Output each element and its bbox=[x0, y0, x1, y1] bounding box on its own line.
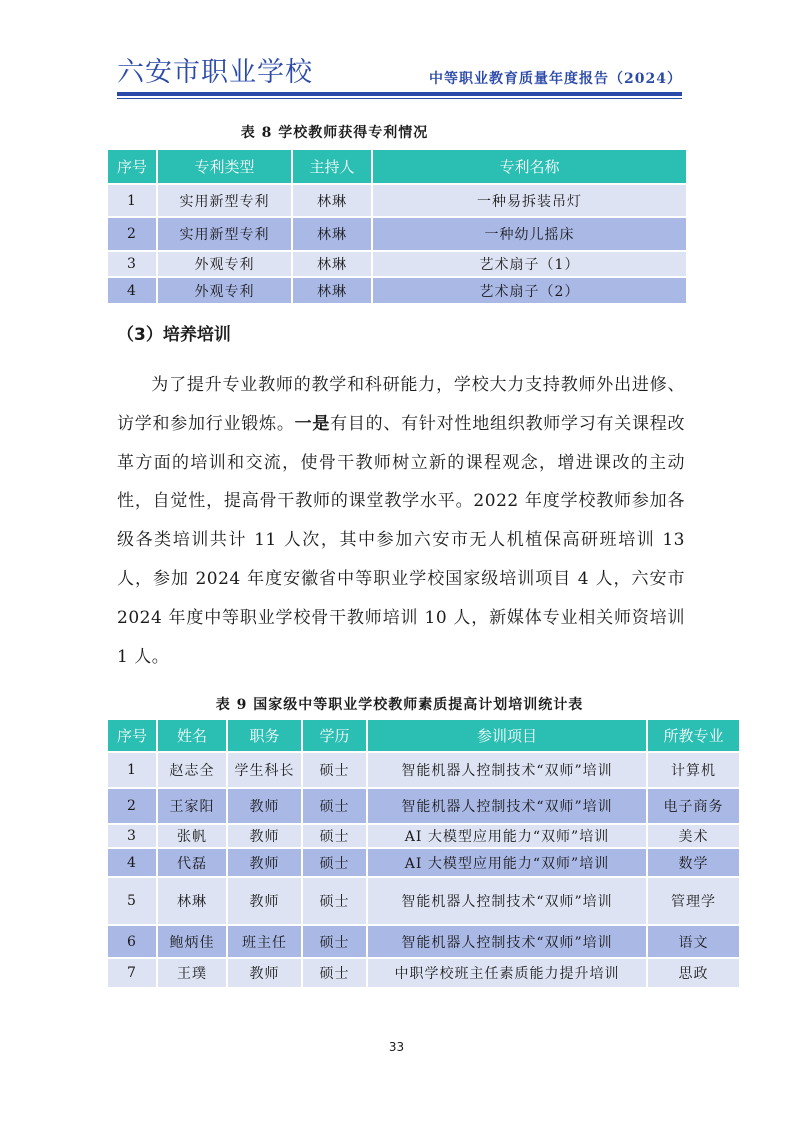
cell-index: 4 bbox=[107, 848, 157, 877]
col-header-index: 序号 bbox=[107, 719, 157, 752]
col-header-position: 职务 bbox=[227, 719, 302, 752]
cell-patent-name: 艺术扇子（2） bbox=[372, 277, 687, 304]
cell-position: 教师 bbox=[227, 824, 302, 848]
body-paragraph bbox=[117, 366, 685, 676]
cell-training-program: 智能机器人控制技术“双师”培训 bbox=[367, 788, 647, 824]
header-rule-thin bbox=[117, 98, 682, 99]
cell-subject: 计算机 bbox=[647, 752, 740, 788]
patent-table bbox=[106, 148, 688, 305]
cell-subject: 思政 bbox=[647, 958, 740, 988]
cell-patent-type: 实用新型专利 bbox=[157, 217, 292, 251]
cell-position: 教师 bbox=[227, 958, 302, 988]
table-row bbox=[107, 184, 687, 217]
cell-patent-type: 实用新型专利 bbox=[157, 184, 292, 217]
table-row bbox=[107, 824, 740, 848]
cell-position: 班主任 bbox=[227, 925, 302, 958]
col-header-degree: 学历 bbox=[302, 719, 367, 752]
cell-name: 林琳 bbox=[157, 877, 227, 925]
cell-name: 王家阳 bbox=[157, 788, 227, 824]
cell-position: 教师 bbox=[227, 877, 302, 925]
cell-training-program: AI 大模型应用能力“双师”培训 bbox=[367, 848, 647, 877]
cell-degree: 硕士 bbox=[302, 824, 367, 848]
cell-index: 1 bbox=[107, 184, 157, 217]
report-title: 中等职业教育质量年度报告（2024） bbox=[429, 71, 682, 87]
section-heading: （3）培养培训 bbox=[117, 325, 231, 345]
cell-patent-name: 一种幼儿摇床 bbox=[372, 217, 687, 251]
cell-degree: 硕士 bbox=[302, 752, 367, 788]
cell-index: 5 bbox=[107, 877, 157, 925]
cell-degree: 硕士 bbox=[302, 958, 367, 988]
cell-index: 6 bbox=[107, 925, 157, 958]
cell-training-program: 智能机器人控制技术“双师”培训 bbox=[367, 877, 647, 925]
cell-degree: 硕士 bbox=[302, 925, 367, 958]
cell-training-program: 智能机器人控制技术“双师”培训 bbox=[367, 925, 647, 958]
training-table bbox=[106, 718, 741, 989]
paragraph-bold-text: 一是 bbox=[294, 413, 331, 434]
cell-index: 7 bbox=[107, 958, 157, 988]
col-header-name: 姓名 bbox=[157, 719, 227, 752]
header-rule-thick bbox=[117, 92, 682, 96]
cell-name: 王璞 bbox=[157, 958, 227, 988]
table9-caption: 表 9 国家级中等职业学校教师素质提高计划培训统计表 bbox=[215, 697, 584, 713]
cell-index: 1 bbox=[107, 752, 157, 788]
col-header-subject: 所教专业 bbox=[647, 719, 740, 752]
cell-subject: 数学 bbox=[647, 848, 740, 877]
col-header-patent-type: 专利类型 bbox=[157, 149, 292, 184]
cell-name: 代磊 bbox=[157, 848, 227, 877]
cell-subject: 美术 bbox=[647, 824, 740, 848]
cell-position: 教师 bbox=[227, 788, 302, 824]
cell-name: 张帆 bbox=[157, 824, 227, 848]
table-row bbox=[107, 958, 740, 988]
page-number: 33 bbox=[388, 1040, 405, 1054]
cell-subject: 管理学 bbox=[647, 877, 740, 925]
cell-host: 林琳 bbox=[292, 277, 372, 304]
cell-subject: 语文 bbox=[647, 925, 740, 958]
cell-patent-name: 艺术扇子（1） bbox=[372, 251, 687, 277]
table-row bbox=[107, 251, 687, 277]
cell-degree: 硕士 bbox=[302, 788, 367, 824]
table-row bbox=[107, 788, 740, 824]
paragraph-text-1: 为了提升专业教师的教学和科研能力，学校大力支持教师外出进修、访学和参加行业锻炼。 bbox=[117, 375, 685, 434]
cell-degree: 硕士 bbox=[302, 877, 367, 925]
cell-index: 3 bbox=[107, 824, 157, 848]
cell-index: 2 bbox=[107, 217, 157, 251]
cell-subject: 电子商务 bbox=[647, 788, 740, 824]
table-row bbox=[107, 848, 740, 877]
cell-patent-type: 外观专利 bbox=[157, 251, 292, 277]
cell-host: 林琳 bbox=[292, 251, 372, 277]
table-row bbox=[107, 277, 687, 304]
col-header-index: 序号 bbox=[107, 149, 157, 184]
table-row bbox=[107, 925, 740, 958]
cell-host: 林琳 bbox=[292, 184, 372, 217]
cell-training-program: 中职学校班主任素质能力提升培训 bbox=[367, 958, 647, 988]
patent-table-header bbox=[107, 149, 687, 184]
cell-patent-type: 外观专利 bbox=[157, 277, 292, 304]
cell-index: 4 bbox=[107, 277, 157, 304]
col-header-training-program: 参训项目 bbox=[367, 719, 647, 752]
col-header-patent-name: 专利名称 bbox=[372, 149, 687, 184]
cell-name: 鲍炳佳 bbox=[157, 925, 227, 958]
cell-index: 3 bbox=[107, 251, 157, 277]
cell-degree: 硕士 bbox=[302, 848, 367, 877]
cell-training-program: AI 大模型应用能力“双师”培训 bbox=[367, 824, 647, 848]
cell-host: 林琳 bbox=[292, 217, 372, 251]
cell-index: 2 bbox=[107, 788, 157, 824]
col-header-host: 主持人 bbox=[292, 149, 372, 184]
table-row bbox=[107, 217, 687, 251]
table8-caption: 表 8 学校教师获得专利情况 bbox=[240, 125, 429, 141]
cell-name: 赵志全 bbox=[157, 752, 227, 788]
cell-patent-name: 一种易拆装吊灯 bbox=[372, 184, 687, 217]
cell-position: 教师 bbox=[227, 848, 302, 877]
paragraph-text-2: 有目的、有针对性地组织教师学习有关课程改革方面的培训和交流，使骨干教师树立新的课程观念，增进课改的主动性，自觉性，提高骨干教师的课堂教学水平。2022 年度学校教师参加各级各类培训共计 11 人次，其中参加六安市无人机植保高研班培训 13 人，参加 2024 年度安徽省中等职业学校国家级培训项目 4 人，六安市 2024 年度中等职业学校骨干教师培训 10 人，新媒体专业相关师资培训 1 人。 bbox=[117, 413, 686, 667]
training-table-header bbox=[107, 719, 740, 752]
cell-position: 学生科长 bbox=[227, 752, 302, 788]
school-name: 六安市职业学校 bbox=[117, 57, 313, 88]
cell-training-program: 智能机器人控制技术“双师”培训 bbox=[367, 752, 647, 788]
table-row bbox=[107, 877, 740, 925]
table-row bbox=[107, 752, 740, 788]
